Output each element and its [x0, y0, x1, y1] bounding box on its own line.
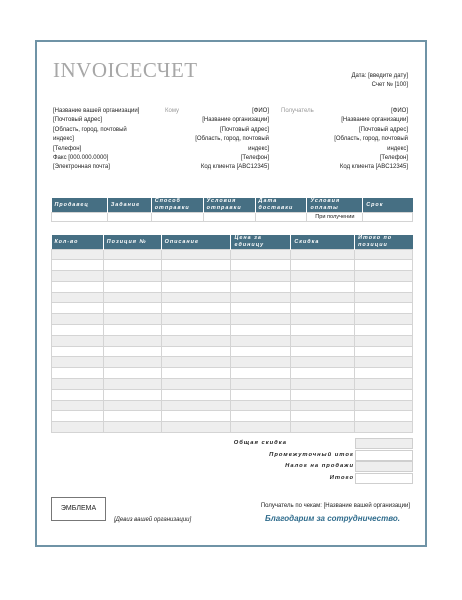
item-cell[interactable]: [52, 260, 104, 271]
item-cell[interactable]: [161, 281, 231, 292]
item-cell[interactable]: [52, 325, 104, 336]
terms-cell[interactable]: [255, 212, 307, 221]
sender-line[interactable]: индекс]: [53, 136, 74, 143]
item-cell[interactable]: [52, 335, 104, 346]
item-cell[interactable]: [161, 389, 231, 400]
table-row: [52, 325, 413, 336]
recipient-line[interactable]: индекс]: [387, 145, 408, 152]
item-cell[interactable]: [355, 281, 413, 292]
item-cell[interactable]: [291, 325, 355, 336]
item-cell[interactable]: [291, 379, 355, 390]
item-cell[interactable]: [231, 422, 291, 433]
item-cell[interactable]: [161, 379, 231, 390]
item-cell[interactable]: [291, 368, 355, 379]
item-cell[interactable]: [231, 281, 291, 292]
items-body: [52, 249, 413, 433]
item-cell[interactable]: [355, 292, 413, 303]
item-cell[interactable]: [52, 411, 104, 422]
sender-line[interactable]: [Почтовый адрес]: [53, 117, 103, 124]
item-cell[interactable]: [231, 346, 291, 357]
item-cell[interactable]: [103, 335, 161, 346]
item-cell[interactable]: [103, 379, 161, 390]
checks-payable-line[interactable]: Получатель по чекам: [Название вашей организации]: [260, 503, 410, 509]
invoice-meta: [351, 72, 408, 91]
sales-tax-value[interactable]: [355, 461, 413, 472]
item-cell[interactable]: [103, 303, 161, 314]
item-cell[interactable]: [161, 260, 231, 271]
terms-cell[interactable]: [203, 212, 255, 221]
table-row: [52, 368, 413, 379]
item-cell[interactable]: [355, 389, 413, 400]
recipient-line[interactable]: [ФИО]: [391, 108, 408, 114]
items-header: Скидка: [291, 235, 355, 249]
item-cell[interactable]: [161, 335, 231, 346]
items-header: Итого по позиции: [355, 235, 413, 249]
item-cell[interactable]: [355, 303, 413, 314]
sender-block: [53, 107, 139, 173]
item-cell[interactable]: [52, 314, 104, 325]
item-cell[interactable]: [103, 281, 161, 292]
to-label: Кому: [165, 108, 180, 114]
thanks-message: Благодарим за сотрудничество.: [265, 514, 400, 523]
item-cell[interactable]: [161, 411, 231, 422]
recipient-line[interactable]: Код клиента [ABC12345]: [339, 164, 408, 171]
invoice-title: INVOICEСЧЕТ: [53, 58, 198, 82]
items-table: [51, 235, 413, 433]
table-row: [52, 303, 413, 314]
table-row: [52, 346, 413, 357]
terms-table: [51, 198, 413, 222]
item-cell[interactable]: [231, 314, 291, 325]
item-cell[interactable]: [231, 357, 291, 368]
item-cell[interactable]: [103, 292, 161, 303]
item-cell[interactable]: [52, 292, 104, 303]
item-cell[interactable]: [103, 346, 161, 357]
table-row: [52, 379, 413, 390]
to-line[interactable]: [Почтовый адрес]: [219, 126, 269, 133]
terms-cell[interactable]: При получении: [307, 212, 363, 221]
item-cell[interactable]: [231, 292, 291, 303]
total-label: Итого: [329, 475, 354, 481]
item-cell[interactable]: [161, 292, 231, 303]
item-cell[interactable]: [291, 400, 355, 411]
recipient-line[interactable]: [Телефон]: [379, 155, 408, 162]
item-cell[interactable]: [355, 357, 413, 368]
to-line[interactable]: [Область, город, почтовый: [195, 136, 269, 143]
item-cell[interactable]: [161, 325, 231, 336]
company-motto[interactable]: [Девиз вашей организации]: [114, 517, 192, 523]
item-cell[interactable]: [291, 260, 355, 271]
subtotal-value[interactable]: [355, 450, 413, 461]
table-row: [52, 249, 413, 260]
item-cell[interactable]: [103, 389, 161, 400]
recipient-line[interactable]: [Почтовый адрес]: [358, 126, 408, 133]
table-row: [52, 260, 413, 271]
item-cell[interactable]: [103, 314, 161, 325]
sender-line[interactable]: [Телефон]: [53, 145, 82, 152]
item-cell[interactable]: [355, 379, 413, 390]
recipient-line[interactable]: [Область, город, почтовый: [334, 136, 408, 143]
item-cell[interactable]: [52, 357, 104, 368]
item-cell[interactable]: [291, 314, 355, 325]
item-cell[interactable]: [231, 271, 291, 282]
item-cell[interactable]: [52, 281, 104, 292]
recipient-label: Получатель: [281, 108, 314, 114]
terms-header: Способ отправки: [151, 198, 203, 212]
table-row: [52, 292, 413, 303]
item-cell[interactable]: [291, 303, 355, 314]
item-cell[interactable]: [231, 249, 291, 260]
terms-cell[interactable]: [363, 212, 413, 221]
item-cell[interactable]: [355, 346, 413, 357]
invoice-number-line[interactable]: Счет № [100]: [371, 82, 408, 89]
item-cell[interactable]: [161, 249, 231, 260]
item-cell[interactable]: [231, 303, 291, 314]
table-row: [52, 357, 413, 368]
item-cell[interactable]: [103, 368, 161, 379]
date-line[interactable]: Дата: [введите дату]: [351, 73, 408, 79]
terms-header: Срок: [363, 198, 413, 212]
sender-line[interactable]: [Область, город, почтовый: [53, 126, 127, 133]
item-cell[interactable]: [231, 400, 291, 411]
item-cell[interactable]: [231, 368, 291, 379]
terms-header: Условия отправки: [203, 198, 255, 212]
item-cell[interactable]: [103, 325, 161, 336]
item-cell[interactable]: [161, 314, 231, 325]
terms-header: Условия оплаты: [307, 198, 363, 212]
to-line[interactable]: [ФИО]: [252, 108, 269, 114]
item-cell[interactable]: [161, 346, 231, 357]
item-cell[interactable]: [161, 422, 231, 433]
item-cell[interactable]: [291, 292, 355, 303]
item-cell[interactable]: [231, 411, 291, 422]
item-cell[interactable]: [231, 325, 291, 336]
table-row: [52, 335, 413, 346]
item-cell[interactable]: [52, 346, 104, 357]
sender-line[interactable]: [Название вашей организации]: [53, 108, 140, 114]
item-cell[interactable]: [161, 271, 231, 282]
item-cell[interactable]: [355, 249, 413, 260]
item-cell[interactable]: [52, 271, 104, 282]
terms-header: Продавец: [52, 198, 108, 212]
sales-tax-label: Налог на продажи: [285, 463, 354, 469]
total-value[interactable]: [355, 473, 413, 484]
terms-header: Дата доставки: [255, 198, 307, 212]
item-cell[interactable]: [355, 271, 413, 282]
item-cell[interactable]: [291, 335, 355, 346]
items-header: Цена за единицу: [231, 235, 291, 249]
items-header: Кол-во: [52, 235, 104, 249]
item-cell[interactable]: [52, 368, 104, 379]
table-row: [52, 281, 413, 292]
item-cell[interactable]: [291, 281, 355, 292]
item-cell[interactable]: [103, 271, 161, 282]
item-cell[interactable]: [355, 368, 413, 379]
logo-placeholder[interactable]: ЭМБЛЕМА: [51, 497, 106, 521]
item-cell[interactable]: [231, 389, 291, 400]
total-discount-label: Общая скидка: [233, 440, 287, 446]
to-block: [195, 107, 269, 173]
item-cell[interactable]: [52, 389, 104, 400]
item-cell[interactable]: [291, 411, 355, 422]
items-header: Описание: [161, 235, 231, 249]
terms-cell[interactable]: [151, 212, 203, 221]
item-cell[interactable]: [103, 249, 161, 260]
to-line[interactable]: [Название организации]: [202, 117, 269, 124]
item-cell[interactable]: [52, 400, 104, 411]
item-cell[interactable]: [291, 357, 355, 368]
item-cell[interactable]: [103, 422, 161, 433]
terms-cell[interactable]: [107, 212, 151, 221]
to-line[interactable]: индекс]: [248, 145, 269, 152]
item-cell[interactable]: [291, 389, 355, 400]
item-cell[interactable]: [355, 400, 413, 411]
item-cell[interactable]: [291, 422, 355, 433]
total-discount-value[interactable]: [355, 438, 413, 449]
subtotal-label: Промежуточный итог: [269, 452, 354, 458]
item-cell[interactable]: [231, 260, 291, 271]
terms-header: Задание: [107, 198, 151, 212]
item-cell[interactable]: [291, 271, 355, 282]
item-cell[interactable]: [355, 411, 413, 422]
terms-cell[interactable]: [52, 212, 108, 221]
sender-line[interactable]: Факс [000.000.0000]: [53, 155, 109, 162]
item-cell[interactable]: [231, 335, 291, 346]
item-cell[interactable]: [52, 303, 104, 314]
item-cell[interactable]: [103, 411, 161, 422]
item-cell[interactable]: [52, 422, 104, 433]
item-cell[interactable]: [103, 357, 161, 368]
item-cell[interactable]: [161, 357, 231, 368]
item-cell[interactable]: [355, 260, 413, 271]
item-cell[interactable]: [161, 368, 231, 379]
table-row: [52, 400, 413, 411]
table-row: [52, 271, 413, 282]
item-cell[interactable]: [355, 335, 413, 346]
items-header: Позиция №: [103, 235, 161, 249]
item-cell[interactable]: [52, 249, 104, 260]
item-cell[interactable]: [355, 314, 413, 325]
table-row: [52, 389, 413, 400]
to-line[interactable]: [Телефон]: [240, 155, 269, 162]
to-line[interactable]: Код клиента [ABC12345]: [200, 164, 269, 171]
item-cell[interactable]: [231, 379, 291, 390]
table-row: [52, 411, 413, 422]
sender-line[interactable]: [Электронная почта]: [53, 164, 110, 171]
recipient-block: [334, 107, 408, 173]
item-cell[interactable]: [355, 325, 413, 336]
item-cell[interactable]: [291, 249, 355, 260]
recipient-line[interactable]: [Название организации]: [341, 117, 408, 124]
item-cell[interactable]: [291, 346, 355, 357]
item-cell[interactable]: [355, 422, 413, 433]
item-cell[interactable]: [161, 400, 231, 411]
item-cell[interactable]: [52, 379, 104, 390]
item-cell[interactable]: [103, 400, 161, 411]
table-row: [52, 314, 413, 325]
table-row: [52, 422, 413, 433]
item-cell[interactable]: [161, 303, 231, 314]
item-cell[interactable]: [103, 260, 161, 271]
